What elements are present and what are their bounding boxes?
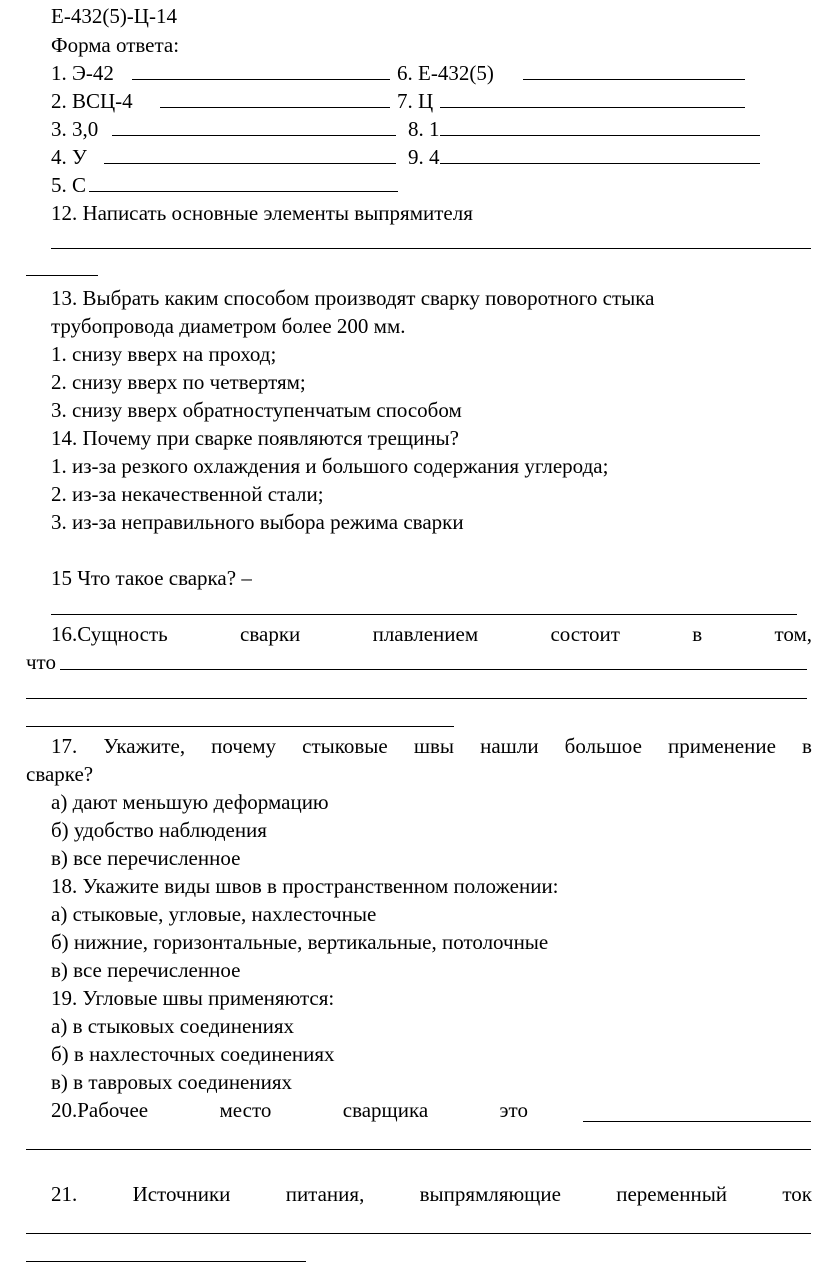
question-13-line-1: 13. Выбрать каким способом производят сварку поворотного стыка bbox=[51, 286, 655, 310]
word: 20.Рабочее bbox=[51, 1098, 149, 1122]
word: сварщика bbox=[342, 1098, 429, 1122]
answer-line bbox=[51, 614, 797, 615]
word: стыковые bbox=[302, 734, 388, 758]
answer-5: 5. С bbox=[51, 173, 87, 197]
answer-line bbox=[26, 726, 454, 727]
word: большое bbox=[564, 734, 642, 758]
word: питания, bbox=[285, 1182, 365, 1206]
question-14: 14. Почему при сварке появляются трещины? bbox=[51, 426, 459, 450]
question-12: 12. Написать основные элементы выпрямителя bbox=[51, 201, 473, 225]
question-21 bbox=[51, 1181, 812, 1207]
question-20 bbox=[51, 1097, 528, 1123]
option: б) нижние, горизонтальные, вертикальные, потолочные bbox=[51, 930, 549, 954]
question-19: 19. Угловые швы применяются: bbox=[51, 986, 335, 1010]
question-18: 18. Укажите виды швов в пространственном положении: bbox=[51, 874, 559, 898]
option: 2. из-за некачественной стали; bbox=[51, 482, 324, 506]
option: 1. из-за резкого охлаждения и большого содержания углерода; bbox=[51, 454, 609, 478]
answer-line bbox=[523, 79, 745, 80]
answer-line bbox=[132, 79, 390, 80]
word: место bbox=[219, 1098, 272, 1122]
answer-line bbox=[26, 1261, 306, 1262]
answer-line bbox=[440, 163, 760, 164]
question-16-cont: что bbox=[26, 650, 56, 674]
option: б) удобство наблюдения bbox=[51, 818, 267, 842]
question-13-line-2: трубопровода диаметром более 200 мм. bbox=[51, 314, 406, 338]
word: сварки bbox=[240, 622, 301, 646]
option: в) в тавровых соединениях bbox=[51, 1070, 293, 1094]
question-17-line-1 bbox=[51, 733, 812, 759]
word: 21. bbox=[51, 1182, 78, 1206]
answer-line bbox=[26, 1233, 811, 1234]
answer-line bbox=[89, 191, 398, 192]
option: а) стыковые, угловые, нахлесточные bbox=[51, 902, 377, 926]
option: 3. из-за неправильного выбора режима сварки bbox=[51, 510, 464, 534]
word: почему bbox=[211, 734, 277, 758]
answer-3: 3. 3,0 bbox=[51, 117, 99, 141]
word: переменный bbox=[616, 1182, 728, 1206]
option: б) в нахлесточных соединениях bbox=[51, 1042, 335, 1066]
word: нашли bbox=[480, 734, 539, 758]
question-17-cont: сварке? bbox=[26, 762, 94, 786]
answer-7: 7. Ц bbox=[397, 89, 434, 113]
word: состоит bbox=[550, 622, 620, 646]
answer-line bbox=[440, 107, 745, 108]
answer-line bbox=[26, 275, 98, 276]
word: выпрямляющие bbox=[419, 1182, 561, 1206]
answer-line bbox=[112, 135, 396, 136]
word: швы bbox=[413, 734, 455, 758]
answer-line bbox=[440, 135, 760, 136]
word: Источники bbox=[132, 1182, 231, 1206]
answer-line bbox=[60, 669, 807, 670]
word: это bbox=[499, 1098, 528, 1122]
option: 1. снизу вверх на проход; bbox=[51, 342, 277, 366]
word: в bbox=[692, 622, 703, 646]
word: том, bbox=[774, 622, 812, 646]
answer-line bbox=[51, 248, 811, 249]
option: а) в стыковых соединениях bbox=[51, 1014, 294, 1038]
option: 2. снизу вверх по четвертям; bbox=[51, 370, 306, 394]
answer-line bbox=[160, 107, 390, 108]
answer-line bbox=[583, 1121, 811, 1122]
word: ток bbox=[782, 1182, 812, 1206]
answer-form-label: Форма ответа: bbox=[51, 33, 180, 57]
word: 17. bbox=[51, 734, 78, 758]
word: 16.Сущность bbox=[51, 622, 168, 646]
word: Укажите, bbox=[103, 734, 186, 758]
word: плавлением bbox=[372, 622, 479, 646]
option: в) все перечисленное bbox=[51, 958, 241, 982]
answer-8: 8. 1 bbox=[408, 117, 440, 141]
question-15: 15 Что такое сварка? – bbox=[51, 566, 252, 590]
answer-1: 1. Э-42 bbox=[51, 61, 114, 85]
answer-line bbox=[26, 1149, 811, 1150]
answer-line bbox=[26, 698, 807, 699]
word: применение bbox=[667, 734, 776, 758]
answer-4: 4. У bbox=[51, 145, 87, 169]
option: в) все перечисленное bbox=[51, 846, 241, 870]
answer-6: 6. Е-432(5) bbox=[397, 61, 494, 85]
word: в bbox=[802, 734, 812, 758]
answer-2: 2. ВСЦ-4 bbox=[51, 89, 133, 113]
option: 3. снизу вверх обратноступенчатым способом bbox=[51, 398, 462, 422]
document-code: Е-432(5)-Ц-14 bbox=[51, 4, 177, 28]
option: а) дают меньшую деформацию bbox=[51, 790, 329, 814]
answer-9: 9. 4 bbox=[408, 145, 440, 169]
question-16-line-1 bbox=[51, 621, 812, 647]
answer-line bbox=[104, 163, 396, 164]
